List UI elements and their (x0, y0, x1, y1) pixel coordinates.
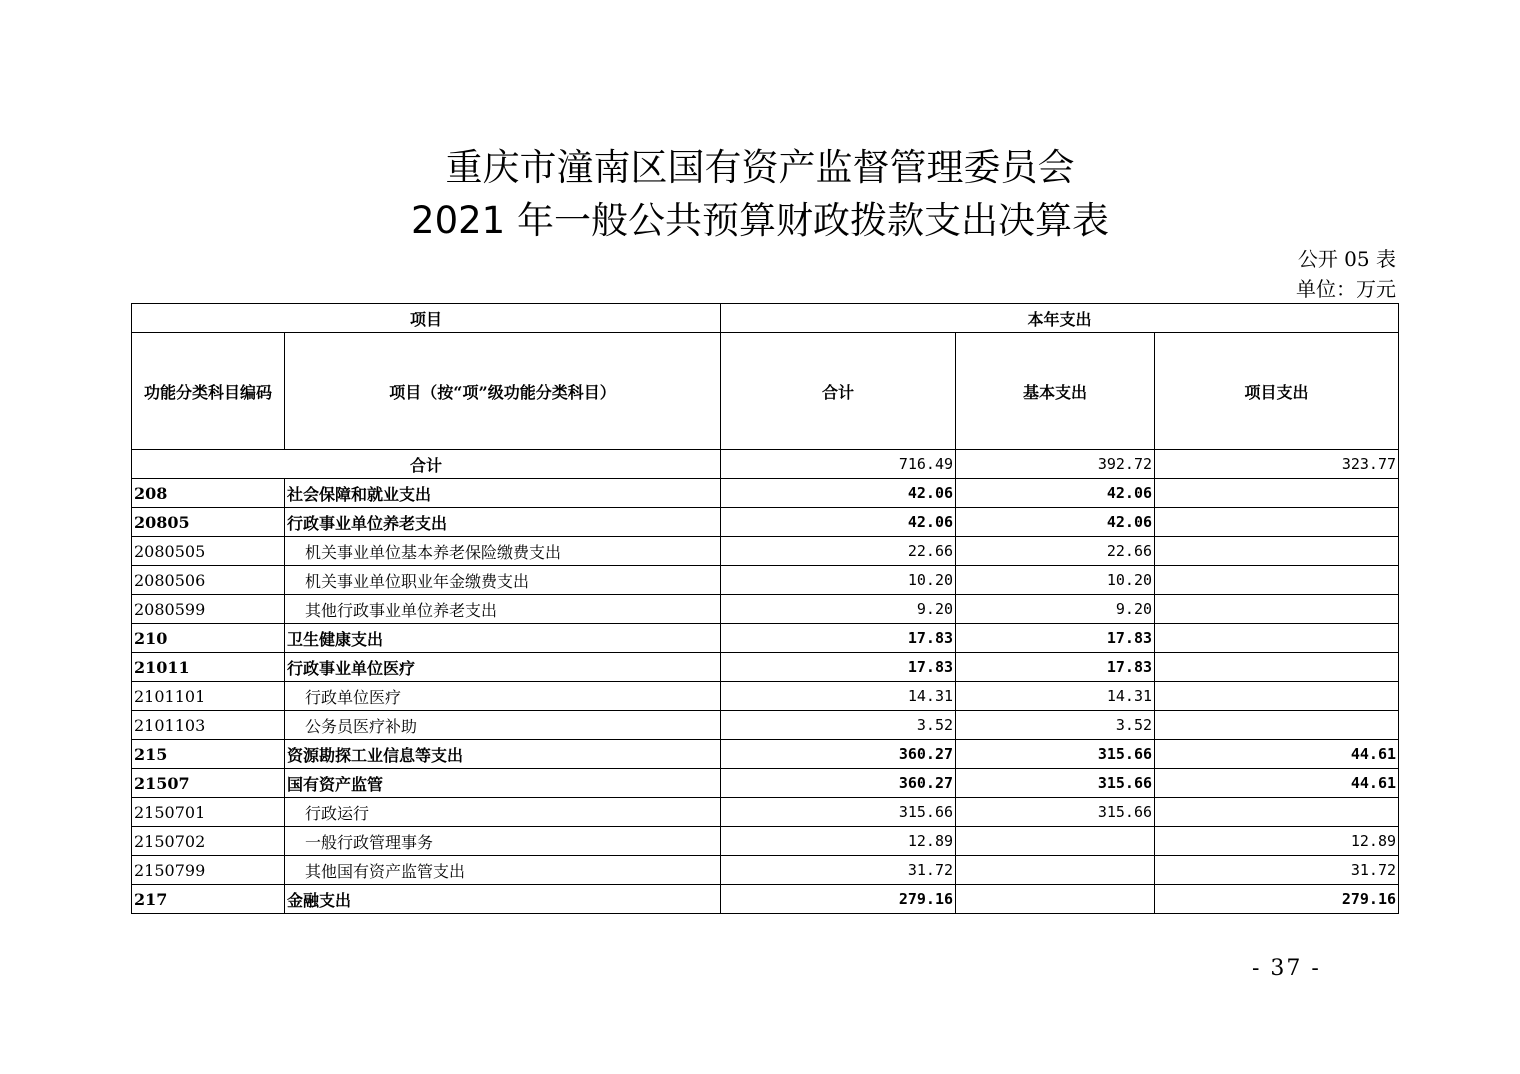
row-basic: 315.66 (956, 740, 1155, 769)
table-row (132, 566, 1399, 595)
row-total: 17.83 (721, 653, 956, 682)
row-code: 217 (132, 885, 285, 914)
table-row (132, 479, 1399, 508)
row-code: 2101103 (132, 711, 285, 740)
row-project (1155, 653, 1399, 682)
row-code: 2150701 (132, 798, 285, 827)
row-total: 17.83 (721, 624, 956, 653)
row-project (1155, 508, 1399, 537)
row-basic: 42.06 (956, 479, 1155, 508)
row-project (1155, 711, 1399, 740)
row-project: 44.61 (1155, 740, 1399, 769)
row-basic: 3.52 (956, 711, 1155, 740)
header-item: 项目（按“项”级功能分类科目） (285, 333, 721, 450)
table-row (132, 798, 1399, 827)
row-basic: 9.20 (956, 595, 1155, 624)
row-total: 12.89 (721, 827, 956, 856)
row-project (1155, 566, 1399, 595)
total-project: 323.77 (1155, 450, 1399, 479)
row-code: 210 (132, 624, 285, 653)
row-total: 3.52 (721, 711, 956, 740)
row-name: 资源勘探工业信息等支出 (285, 740, 721, 769)
row-name: 行政运行 (285, 798, 721, 827)
header-row-sub (132, 333, 1399, 450)
row-name: 金融支出 (285, 885, 721, 914)
row-basic: 315.66 (956, 769, 1155, 798)
row-code: 21011 (132, 653, 285, 682)
table-row (132, 653, 1399, 682)
total-basic: 392.72 (956, 450, 1155, 479)
document-title-line2: 2021 年一般公共预算财政拨款支出决算表 (411, 199, 1109, 242)
row-project: 12.89 (1155, 827, 1399, 856)
row-code: 2101101 (132, 682, 285, 711)
row-basic (956, 856, 1155, 885)
header-row-top (132, 304, 1399, 333)
row-name: 其他行政事业单位养老支出 (285, 595, 721, 624)
row-total: 360.27 (721, 769, 956, 798)
row-basic: 17.83 (956, 624, 1155, 653)
page-number: - 37 - (1252, 956, 1321, 981)
table-row (132, 537, 1399, 566)
unit-label: 单位：万元 (1296, 277, 1396, 301)
row-total: 279.16 (721, 885, 956, 914)
header-basic: 基本支出 (956, 333, 1155, 450)
row-name: 行政事业单位医疗 (285, 653, 721, 682)
row-code: 208 (132, 479, 285, 508)
row-code: 2080599 (132, 595, 285, 624)
row-name: 机关事业单位基本养老保险缴费支出 (285, 537, 721, 566)
row-project (1155, 537, 1399, 566)
row-basic: 22.66 (956, 537, 1155, 566)
row-code: 21507 (132, 769, 285, 798)
row-total: 10.20 (721, 566, 956, 595)
table-row (132, 885, 1399, 914)
table-row (132, 856, 1399, 885)
row-project (1155, 682, 1399, 711)
row-project (1155, 479, 1399, 508)
row-name: 卫生健康支出 (285, 624, 721, 653)
header-project: 项目 (132, 304, 721, 333)
row-name: 公务员医疗补助 (285, 711, 721, 740)
row-project (1155, 595, 1399, 624)
row-project (1155, 624, 1399, 653)
header-total: 合计 (721, 333, 956, 450)
row-code: 20805 (132, 508, 285, 537)
header-code: 功能分类科目编码 (132, 333, 285, 450)
row-name: 行政事业单位养老支出 (285, 508, 721, 537)
row-project: 279.16 (1155, 885, 1399, 914)
row-total: 42.06 (721, 479, 956, 508)
row-total: 14.31 (721, 682, 956, 711)
table-row (132, 682, 1399, 711)
table-row (132, 595, 1399, 624)
row-basic: 14.31 (956, 682, 1155, 711)
document-title-line1: 重庆市潼南区国有资产监督管理委员会 (445, 146, 1075, 189)
total-row (132, 450, 1399, 479)
table-row (132, 740, 1399, 769)
header-project-expense: 项目支出 (1155, 333, 1399, 450)
row-total: 315.66 (721, 798, 956, 827)
row-name: 一般行政管理事务 (285, 827, 721, 856)
row-name: 社会保障和就业支出 (285, 479, 721, 508)
row-code: 2080506 (132, 566, 285, 595)
row-name: 其他国有资产监管支出 (285, 856, 721, 885)
row-basic: 17.83 (956, 653, 1155, 682)
row-code: 215 (132, 740, 285, 769)
row-basic: 10.20 (956, 566, 1155, 595)
row-project: 31.72 (1155, 856, 1399, 885)
total-label: 合计 (132, 450, 721, 479)
header-current-year: 本年支出 (721, 304, 1399, 333)
table-row (132, 508, 1399, 537)
row-basic: 42.06 (956, 508, 1155, 537)
row-total: 22.66 (721, 537, 956, 566)
row-name: 行政单位医疗 (285, 682, 721, 711)
row-name: 国有资产监管 (285, 769, 721, 798)
budget-table (131, 303, 1399, 914)
form-number: 公开 05 表 (1297, 247, 1396, 271)
row-project (1155, 798, 1399, 827)
table-row (132, 827, 1399, 856)
row-code: 2080505 (132, 537, 285, 566)
row-total: 9.20 (721, 595, 956, 624)
total-sum: 716.49 (721, 450, 956, 479)
row-name: 机关事业单位职业年金缴费支出 (285, 566, 721, 595)
row-basic: 315.66 (956, 798, 1155, 827)
row-code: 2150702 (132, 827, 285, 856)
table-row (132, 769, 1399, 798)
row-project: 44.61 (1155, 769, 1399, 798)
table-row (132, 711, 1399, 740)
row-total: 42.06 (721, 508, 956, 537)
table-row (132, 624, 1399, 653)
row-total: 360.27 (721, 740, 956, 769)
row-basic (956, 885, 1155, 914)
row-basic (956, 827, 1155, 856)
row-code: 2150799 (132, 856, 285, 885)
row-total: 31.72 (721, 856, 956, 885)
